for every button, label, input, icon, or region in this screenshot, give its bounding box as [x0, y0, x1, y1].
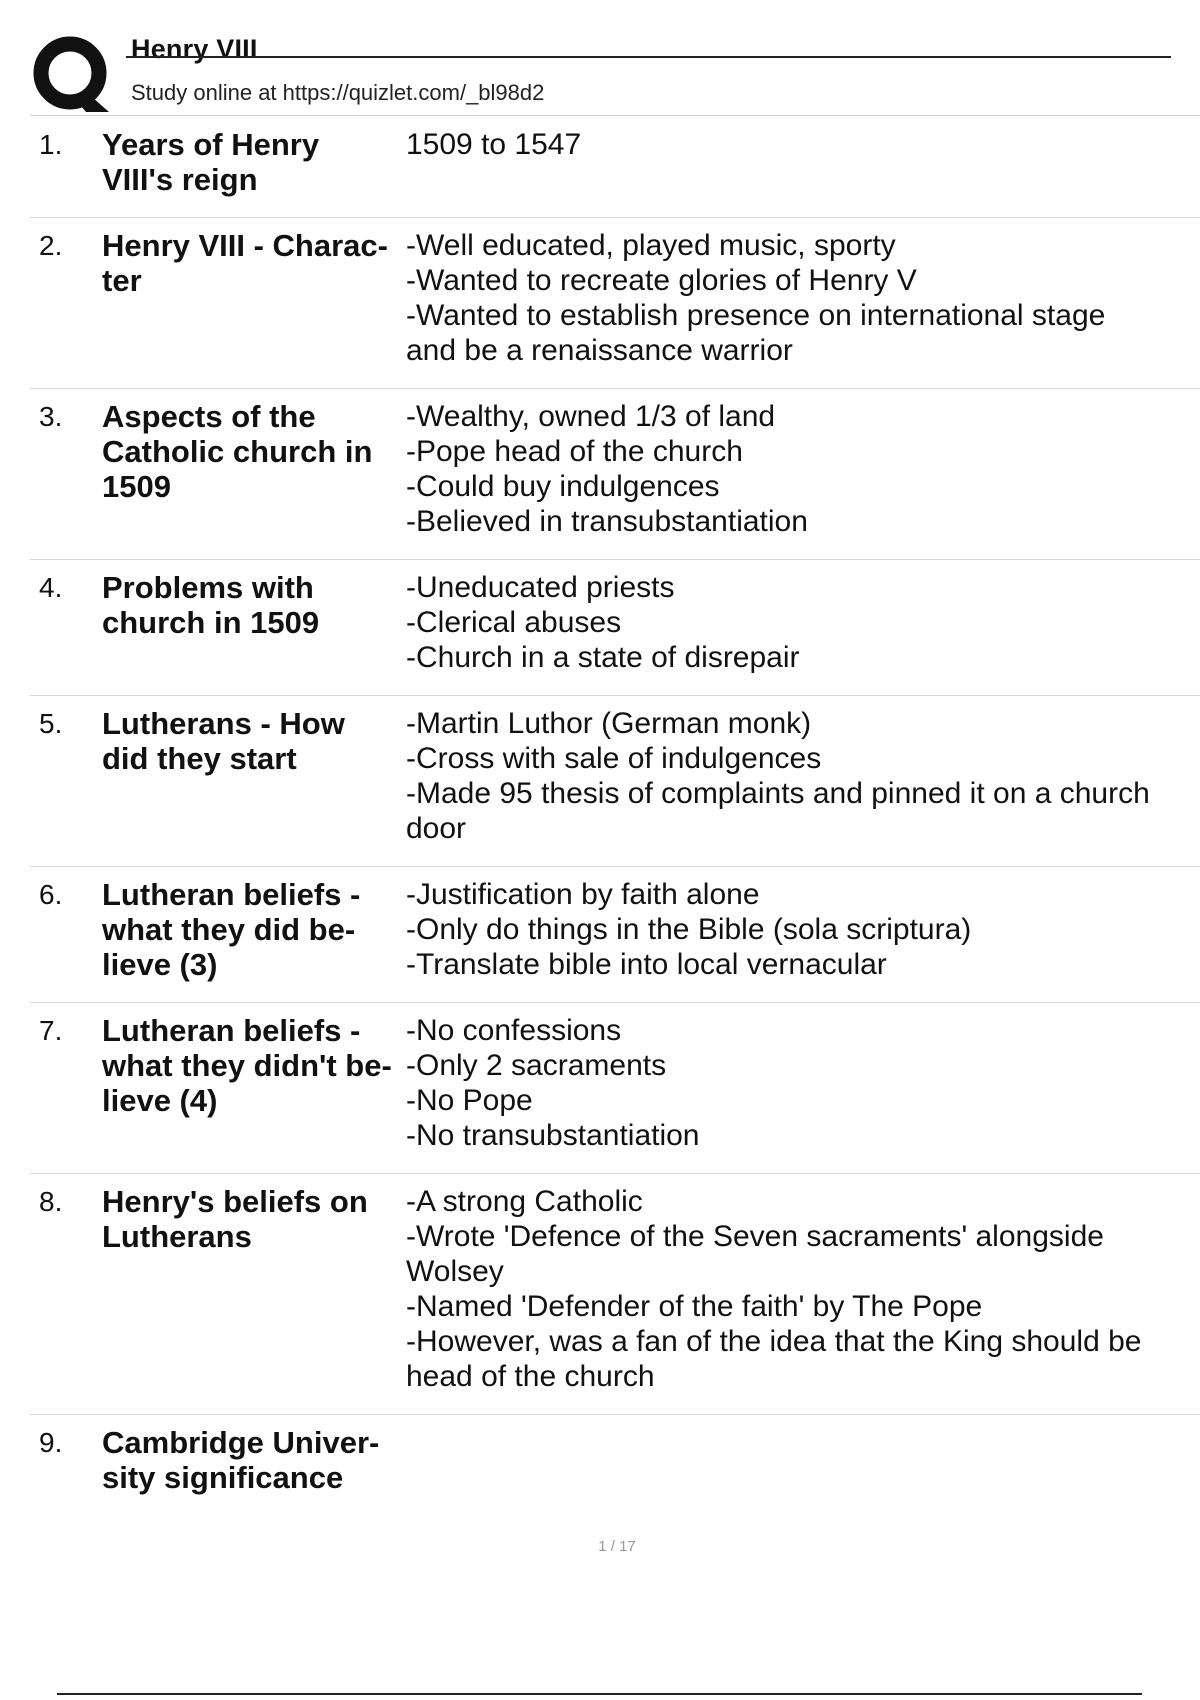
card-definition: -Martin Luthor (German monk) -Cross with sale of indulgences -Made 95 thesis of complaints and pinned it on a church door — [406, 707, 1150, 845]
card-definition: 1509 to 1547 — [406, 128, 582, 161]
flashcard-row — [30, 1003, 1200, 1174]
card-term: Cambridge Univer- sity significance — [102, 1425, 380, 1495]
card-number: 9. — [39, 1427, 63, 1458]
flashcard-row — [30, 696, 1200, 867]
card-number: 3. — [39, 401, 63, 432]
flashcard-row — [30, 117, 1200, 218]
card-term: Years of Henry VIII's reign — [102, 127, 320, 197]
flashcard-row — [30, 218, 1200, 389]
card-term: Aspects of the Catholic church in 1509 — [102, 399, 373, 504]
card-definition — [406, 1425, 1200, 1495]
card-definition: -Uneducated priests -Clerical abuses -Church in a state of disrepair — [406, 571, 800, 674]
card-term: Lutheran beliefs - what they didn't be- lieve (4) — [102, 1013, 392, 1118]
study-online-link[interactable]: Study online at https://quizlet.com/_bl98d2 — [131, 80, 545, 105]
card-number: 8. — [39, 1186, 63, 1217]
title-rule — [126, 56, 1171, 58]
card-definition: -A strong Catholic -Wrote 'Defence of the Seven sacraments' alongside Wolsey -Named 'Defender of the faith' by The Pope -However, was a fan of the idea that the King should be head of the church — [406, 1185, 1142, 1393]
document-header — [30, 30, 1146, 116]
card-number: 5. — [39, 708, 63, 739]
flashcard-row — [30, 867, 1200, 1003]
card-number: 1. — [39, 129, 63, 160]
card-term: Henry VIII - Charac- ter — [102, 228, 388, 298]
flashcard-row — [30, 560, 1200, 696]
card-number: 4. — [39, 572, 63, 603]
flashcard-list — [30, 117, 1200, 1515]
card-term: Henry's beliefs on Lutherans — [102, 1184, 368, 1254]
card-definition: -Justification by faith alone -Only do things in the Bible (sola scriptura) -Translate bible into local vernacular — [406, 878, 972, 981]
card-term: Problems with church in 1509 — [102, 570, 320, 640]
card-number: 7. — [39, 1015, 63, 1046]
card-definition: -Wealthy, owned 1/3 of land -Pope head of the church -Could buy indulgences -Believed in transubstantiation — [406, 400, 808, 538]
card-definition: -No confessions -Only 2 sacraments -No Pope -No transubstantiation — [406, 1014, 700, 1152]
page-number: 1 / 17 — [598, 1538, 636, 1555]
flashcard-row — [30, 1415, 1200, 1515]
flashcard-row — [30, 1174, 1200, 1415]
header-divider — [30, 115, 1200, 116]
footer-rule — [57, 1693, 1142, 1695]
card-definition: -Well educated, played music, sporty -Wanted to recreate glories of Henry V -Wanted to establish presence on international stage and be a renaissance warrior — [406, 229, 1106, 367]
flashcard-row — [30, 389, 1200, 560]
card-term: Lutheran beliefs - what they did be- lieve (3) — [102, 877, 361, 982]
card-number: 6. — [39, 879, 63, 910]
document-title: Henry VIII — [131, 34, 258, 64]
card-number: 2. — [39, 230, 63, 261]
quizlet-q-logo-icon — [32, 34, 112, 114]
card-term: Lutherans - How did they start — [102, 706, 345, 776]
